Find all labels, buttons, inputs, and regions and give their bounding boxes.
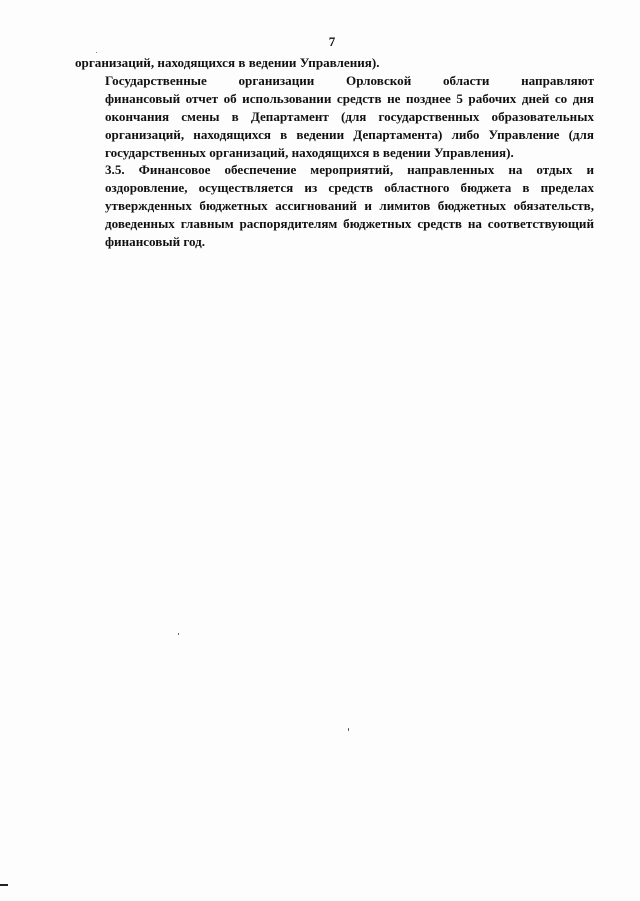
document-body [75,54,594,251]
text-line: Государственные организации Орловской области направляют [105,72,594,88]
page-number: 7 [328,34,336,49]
paragraph-3-5 [75,161,594,251]
text-line: доведенных главным распорядителям бюджетных средств на соответствующий [105,216,594,232]
scan-edge-mark [0,884,8,886]
paragraph-1 [75,54,594,72]
text-line: утвержденных бюджетных ассигнований и лимитов бюджетных обязательств, [105,198,594,214]
text-line: оздоровление, осуществляется из средств областного бюджета в пределах [105,180,594,196]
text-line: организаций, находящихся в ведении Управления). [75,55,380,70]
text-line: организаций, находящихся в ведении Департамента) либо Управление (для [105,126,594,142]
scan-speck [96,52,97,53]
text-line: финансовый год. [105,234,206,250]
text-line: 3.5. Финансовое обеспечение мероприятий, направленных на отдых и [105,162,594,178]
scan-speck [348,728,349,731]
scan-speck [178,633,179,635]
paragraph-2 [75,72,594,162]
text-line: государственных организаций, находящихся в ведении Управления). [105,144,514,160]
text-line: финансовый отчет об использовании средств не позднее 5 рабочих дней со дня [105,90,594,106]
text-line: окончания смены в Департамент (для государственных образовательных [105,108,594,124]
